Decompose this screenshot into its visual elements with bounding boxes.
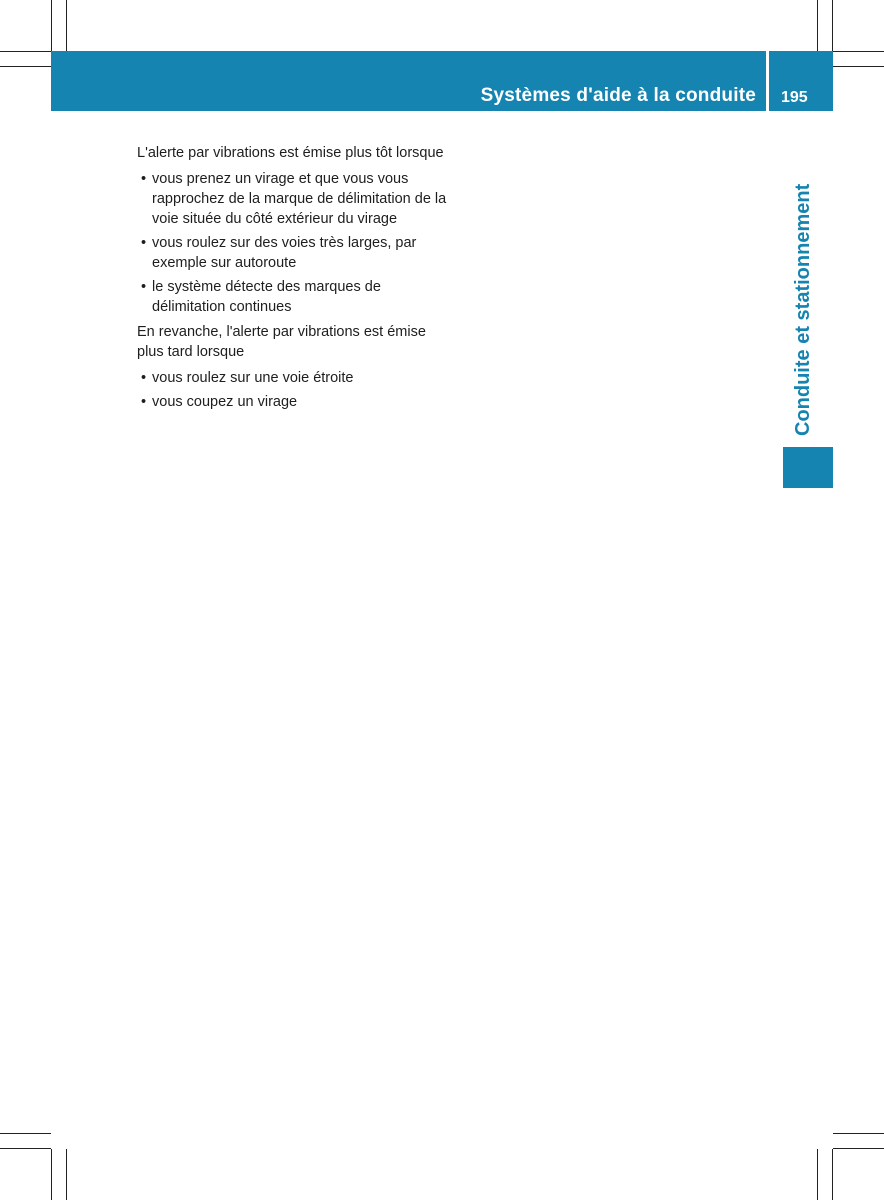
section-title: Systèmes d'aide à la conduite xyxy=(480,85,756,106)
crop-mark xyxy=(832,0,833,51)
list-item xyxy=(137,277,447,317)
list-item-text: vous roulez sur des voies très larges, par exemple sur autoroute xyxy=(152,235,417,271)
paragraph: L'alerte par vibrations est émise plus tôt lorsque xyxy=(137,145,444,161)
list-item xyxy=(137,169,447,229)
crop-mark xyxy=(833,1133,884,1134)
list-item xyxy=(137,233,447,273)
crop-mark xyxy=(0,1148,51,1149)
crop-mark xyxy=(833,51,884,52)
bullet-icon: • xyxy=(141,279,147,295)
crop-mark xyxy=(817,1149,818,1200)
crop-mark xyxy=(66,1149,67,1200)
chapter-side-label: Conduite et stationnement xyxy=(792,183,814,436)
crop-mark xyxy=(51,0,52,51)
header-bar xyxy=(51,51,766,111)
crop-mark xyxy=(0,1133,51,1134)
list-item-text: vous roulez sur une voie étroite xyxy=(152,370,354,386)
crop-mark xyxy=(832,1149,833,1200)
bullet-list xyxy=(137,169,447,317)
crop-mark xyxy=(66,0,67,51)
bullet-icon: • xyxy=(141,394,147,410)
bullet-icon: • xyxy=(141,235,147,251)
bullet-icon: • xyxy=(141,171,147,187)
crop-mark xyxy=(0,66,51,67)
crop-mark xyxy=(0,51,51,52)
page-number-box xyxy=(769,51,833,111)
bullet-list xyxy=(137,368,447,412)
bullet-icon: • xyxy=(141,370,147,386)
list-item-text: vous prenez un virage et que vous vous rapprochez de la marque de délimitation de la voie située du côté extérieur du virage xyxy=(152,171,447,227)
list-item xyxy=(137,392,447,412)
list-item xyxy=(137,368,447,388)
list-item-text: le système détecte des marques de délimitation continues xyxy=(152,279,381,315)
crop-mark xyxy=(833,1148,884,1149)
list-item-text: vous coupez un virage xyxy=(152,394,298,410)
chapter-tab-marker xyxy=(783,447,833,488)
crop-mark xyxy=(51,1149,52,1200)
paragraph: En revanche, l'alerte par vibrations est émise plus tard lorsque xyxy=(137,324,426,360)
page-number: 195 xyxy=(781,89,808,106)
crop-mark xyxy=(817,0,818,51)
crop-mark xyxy=(833,66,884,67)
body-text xyxy=(137,143,447,417)
